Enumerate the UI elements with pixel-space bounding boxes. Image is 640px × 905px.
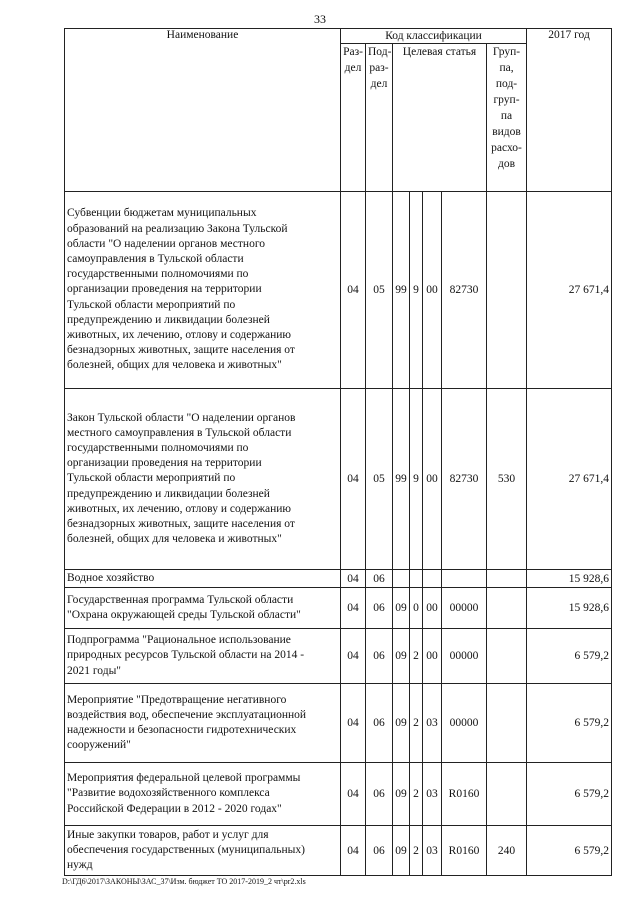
row-subsection: 06: [366, 826, 393, 876]
row-amount: 15 928,6: [527, 588, 612, 629]
table-row: [65, 588, 612, 629]
row-target-subprogram: 2: [410, 684, 423, 763]
row-target-program: 09: [393, 826, 410, 876]
row-target-subprogram: 2: [410, 629, 423, 684]
header-classification-code: Код классификации: [341, 29, 527, 44]
row-name: Иные закупки товаров, работ и услуг для обеспечения государственных (муниципальных) нужд: [65, 826, 341, 876]
table-row: [65, 826, 612, 876]
row-target-program: 09: [393, 684, 410, 763]
table-row: [65, 389, 612, 570]
table-row: [65, 763, 612, 826]
row-target-subprogram: 9: [410, 389, 423, 570]
row-name: Подпрограмма "Рациональное использование природных ресурсов Тульской области на 2014 - 2021 годы": [65, 629, 341, 684]
row-subsection: 05: [366, 192, 393, 389]
row-name: Водное хозяйство: [65, 570, 341, 588]
table-body: [65, 192, 612, 876]
row-subsection: 06: [366, 629, 393, 684]
row-subsection: 06: [366, 570, 393, 588]
row-target-direction: 00000: [442, 684, 487, 763]
row-expense-group: [487, 588, 527, 629]
row-subsection: 05: [366, 389, 393, 570]
row-target-program: 09: [393, 588, 410, 629]
table-row: [65, 629, 612, 684]
row-section: 04: [341, 763, 366, 826]
row-amount: 6 579,2: [527, 826, 612, 876]
row-target-event: 03: [423, 826, 442, 876]
row-name: Закон Тульской области "О наделении органов местного самоуправления в Тульской области государственными полномочиями по организации проведения на территории Тульской области мероприятий по предупреждению и ликвидации болезней животных, их лечению, отлову и содержанию безнадзорных животных, защите населения от болезней, общих для человека и животных": [65, 389, 341, 570]
budget-table: [64, 28, 612, 876]
header-year: 2017 год: [527, 29, 612, 192]
row-section: 04: [341, 684, 366, 763]
row-target-event: 00: [423, 629, 442, 684]
row-expense-group: 530: [487, 389, 527, 570]
row-subsection: 06: [366, 763, 393, 826]
row-subsection: 06: [366, 588, 393, 629]
header-name: Наименование: [65, 29, 341, 192]
table-row: [65, 192, 612, 389]
row-amount: 27 671,4: [527, 192, 612, 389]
row-expense-group: [487, 763, 527, 826]
row-name: Субвенции бюджетам муниципальных образований на реализацию Закона Тульской области "О наделении органов местного самоуправления в Тульской области государственными полномочиями по организации проведения на территории Тульской области мероприятий по предупреждению и ликвидации болезней животных, их лечению, отлову и содержанию безнадзорных животных, защите населения от болезней, общих для человека и животных": [65, 192, 341, 389]
row-target-event: 00: [423, 192, 442, 389]
row-expense-group: [487, 684, 527, 763]
row-name: Государственная программа Тульской области "Охрана окружающей среды Тульской области": [65, 588, 341, 629]
row-section: 04: [341, 826, 366, 876]
row-target-event: 03: [423, 763, 442, 826]
row-target-program: 99: [393, 192, 410, 389]
row-section: 04: [341, 570, 366, 588]
row-target-direction: R0160: [442, 826, 487, 876]
page-number: 33: [314, 12, 326, 26]
row-target-direction: 82730: [442, 192, 487, 389]
row-target-direction: R0160: [442, 763, 487, 826]
table-header: [65, 29, 612, 192]
row-target-subprogram: [410, 570, 423, 588]
row-target-event: 00: [423, 389, 442, 570]
header-expense-group: Груп- па, под- груп- па видов расхо- дов: [487, 44, 527, 192]
header-target-article: Целевая статья: [393, 44, 487, 192]
row-target-subprogram: 2: [410, 763, 423, 826]
row-name: Мероприятие "Предотвращение негативного воздействия вод, обеспечение эксплуатационной надежности и безопасности гидротехнических сооружений": [65, 684, 341, 763]
row-target-event: 00: [423, 588, 442, 629]
row-amount: 27 671,4: [527, 389, 612, 570]
row-amount: 6 579,2: [527, 684, 612, 763]
row-amount: 15 928,6: [527, 570, 612, 588]
row-amount: 6 579,2: [527, 629, 612, 684]
header-section: Раз- дел: [341, 44, 366, 192]
row-target-subprogram: 2: [410, 826, 423, 876]
row-expense-group: 240: [487, 826, 527, 876]
row-target-direction: 00000: [442, 588, 487, 629]
row-section: 04: [341, 588, 366, 629]
row-name: Мероприятия федеральной целевой программы "Развитие водохозяйственного комплекса Российской Федерации в 2012 - 2020 годах": [65, 763, 341, 826]
row-target-subprogram: 9: [410, 192, 423, 389]
row-target-program: 09: [393, 763, 410, 826]
row-target-direction: 82730: [442, 389, 487, 570]
row-section: 04: [341, 629, 366, 684]
row-amount: 6 579,2: [527, 763, 612, 826]
row-target-program: 99: [393, 389, 410, 570]
row-expense-group: [487, 629, 527, 684]
header-subsection: Под- раз- дел: [366, 44, 393, 192]
row-expense-group: [487, 192, 527, 389]
row-target-direction: [442, 570, 487, 588]
table-row: [65, 684, 612, 763]
table-row: [65, 570, 612, 588]
row-target-program: 09: [393, 629, 410, 684]
row-target-program: [393, 570, 410, 588]
row-subsection: 06: [366, 684, 393, 763]
row-expense-group: [487, 570, 527, 588]
row-target-direction: 00000: [442, 629, 487, 684]
row-section: 04: [341, 389, 366, 570]
row-target-event: 03: [423, 684, 442, 763]
row-target-subprogram: 0: [410, 588, 423, 629]
footer-file-path: D:\ГД6\2017\ЗАКОНЫ\ЗАС_37\Изм. бюджет ТО 2017-2019_2 чт\pr2.xls: [62, 877, 306, 886]
row-target-event: [423, 570, 442, 588]
row-section: 04: [341, 192, 366, 389]
